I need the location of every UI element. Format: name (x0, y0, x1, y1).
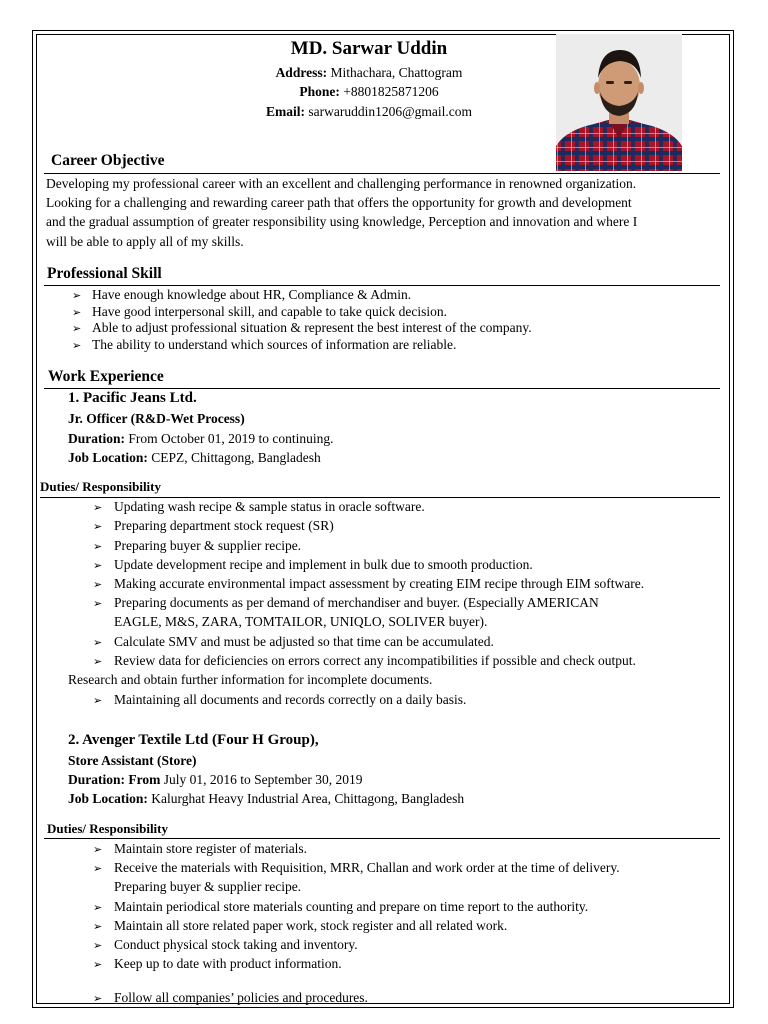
arrow-bullet-icon: ➢ (72, 340, 82, 352)
arrow-bullet-icon: ➢ (93, 959, 103, 971)
arrow-bullet-icon: ➢ (72, 323, 82, 335)
job1-duties-heading: Duties/ Responsibility (40, 479, 161, 494)
job2-position: Store Assistant (Store) (68, 753, 197, 768)
career-line-4: will be able to apply all of my skills. (46, 234, 244, 249)
profile-photo (556, 34, 682, 171)
duty-item: Making accurate environmental impact assessment by creating EIM recipe through EIM software. (114, 576, 645, 591)
duty-item-continuation: EAGLE, M&S, ZARA, TOMTAILOR, UNIQLO, SOLIVER buyer). (114, 614, 488, 629)
arrow-bullet-icon: ➢ (93, 863, 103, 875)
email-label: Email: (266, 104, 306, 119)
job2-location-value: Kalurghat Heavy Industrial Area, Chittagong, Bangladesh (151, 791, 465, 806)
job2-location (68, 791, 464, 807)
job1-location-value: CEPZ, Chittagong, Bangladesh (151, 450, 321, 465)
duty-item: Maintain periodical store materials counting and prepare on time report to the authority. (114, 899, 589, 914)
duty-item: Maintain all store related paper work, stock register and all related work. (114, 918, 508, 933)
arrow-bullet-icon: ➢ (93, 521, 103, 533)
work-experience-heading: Work Experience (48, 368, 164, 385)
job1-position: Jr. Officer (R&D-Wet Process) (68, 411, 245, 426)
job1-location-label: Job Location: (68, 450, 148, 465)
duty-item: Receive the materials with Requisition, MRR, Challan and work order at the time of delivery. (114, 860, 620, 875)
skill-divider (44, 285, 720, 286)
duty-item: Preparing documents as per demand of merchandiser and buyer. (Especially AMERICAN (114, 595, 599, 610)
career-objective-heading: Career Objective (51, 152, 165, 169)
career-line-2: Looking for a challenging and rewarding career path that offers the opportunity for growth and development (46, 195, 632, 210)
job2-company: 2. Avenger Textile Ltd (Four H Group), (68, 732, 319, 748)
address-value: Mithachara, Chattogram (330, 65, 463, 80)
job2-duration (68, 772, 363, 788)
phone-label: Phone: (299, 84, 340, 99)
job1-duties-divider (40, 497, 720, 498)
job2-duties-heading: Duties/ Responsibility (47, 821, 168, 836)
arrow-bullet-icon: ➢ (93, 993, 103, 1005)
duty-item: Follow all companies’ policies and procedures. (114, 990, 368, 1005)
job1-duration (68, 431, 333, 447)
arrow-bullet-icon: ➢ (72, 290, 82, 302)
duty-item-continuation: Research and obtain further information for incomplete documents. (68, 672, 433, 687)
arrow-bullet-icon: ➢ (93, 637, 103, 649)
arrow-bullet-icon: ➢ (72, 307, 82, 319)
arrow-bullet-icon: ➢ (93, 902, 103, 914)
skill-item: Have enough knowledge about HR, Compliance & Admin. (92, 287, 412, 302)
job2-location-label: Job Location: (68, 791, 148, 806)
job2-duration-label: Duration: From (68, 772, 161, 787)
email-value: sarwaruddin1206@gmail.com (308, 104, 472, 119)
arrow-bullet-icon: ➢ (93, 921, 103, 933)
career-line-1: Developing my professional career with an excellent and challenging performance in renowned organization. (46, 176, 637, 191)
job2-duration-value: July 01, 2016 to September 30, 2019 (163, 772, 363, 787)
job1-location (68, 450, 321, 466)
career-divider (44, 173, 720, 174)
arrow-bullet-icon: ➢ (93, 656, 103, 668)
candidate-name: MD. Sarwar Uddin (290, 38, 448, 59)
skill-item: Have good interpersonal skill, and capable to take quick decision. (92, 304, 448, 319)
duty-item: Review data for deficiencies on errors correct any incompatibilities if possible and check output. (114, 653, 636, 668)
arrow-bullet-icon: ➢ (93, 695, 103, 707)
job1-duration-label: Duration: (68, 431, 125, 446)
duty-item: Updating wash recipe & sample status in oracle software. (114, 499, 425, 514)
duty-item-continuation: Preparing buyer & supplier recipe. (114, 879, 302, 894)
duty-item: Keep up to date with product information. (114, 956, 342, 971)
arrow-bullet-icon: ➢ (93, 844, 103, 856)
duty-item: Preparing department stock request (SR) (114, 518, 334, 533)
duty-item: Calculate SMV and must be adjusted so that time can be accumulated. (114, 634, 494, 649)
arrow-bullet-icon: ➢ (93, 541, 103, 553)
skill-item: Able to adjust professional situation & represent the best interest of the company. (92, 320, 532, 335)
professional-skill-heading: Professional Skill (47, 265, 162, 282)
job1-duration-value: From October 01, 2019 to continuing. (128, 431, 334, 446)
phone-value: +8801825871206 (343, 84, 439, 99)
job2-duties-divider (44, 838, 720, 839)
address-label: Address: (275, 65, 328, 80)
job1-company: 1. Pacific Jeans Ltd. (68, 390, 197, 406)
duty-item: Update development recipe and implement in bulk due to smooth production. (114, 557, 533, 572)
work-divider (44, 388, 720, 389)
arrow-bullet-icon: ➢ (93, 940, 103, 952)
arrow-bullet-icon: ➢ (93, 579, 103, 591)
arrow-bullet-icon: ➢ (93, 502, 103, 514)
duty-item: Conduct physical stock taking and inventory. (114, 937, 358, 952)
duty-item: Maintaining all documents and records correctly on a daily basis. (114, 692, 467, 707)
skill-item: The ability to understand which sources of information are reliable. (92, 337, 457, 352)
duty-item: Preparing buyer & supplier recipe. (114, 538, 302, 553)
duty-item: Maintain store register of materials. (114, 841, 308, 856)
arrow-bullet-icon: ➢ (93, 560, 103, 572)
career-line-3: and the gradual assumption of greater responsibility using knowledge, Perception and innovation and where I (46, 214, 638, 229)
arrow-bullet-icon: ➢ (93, 598, 103, 610)
